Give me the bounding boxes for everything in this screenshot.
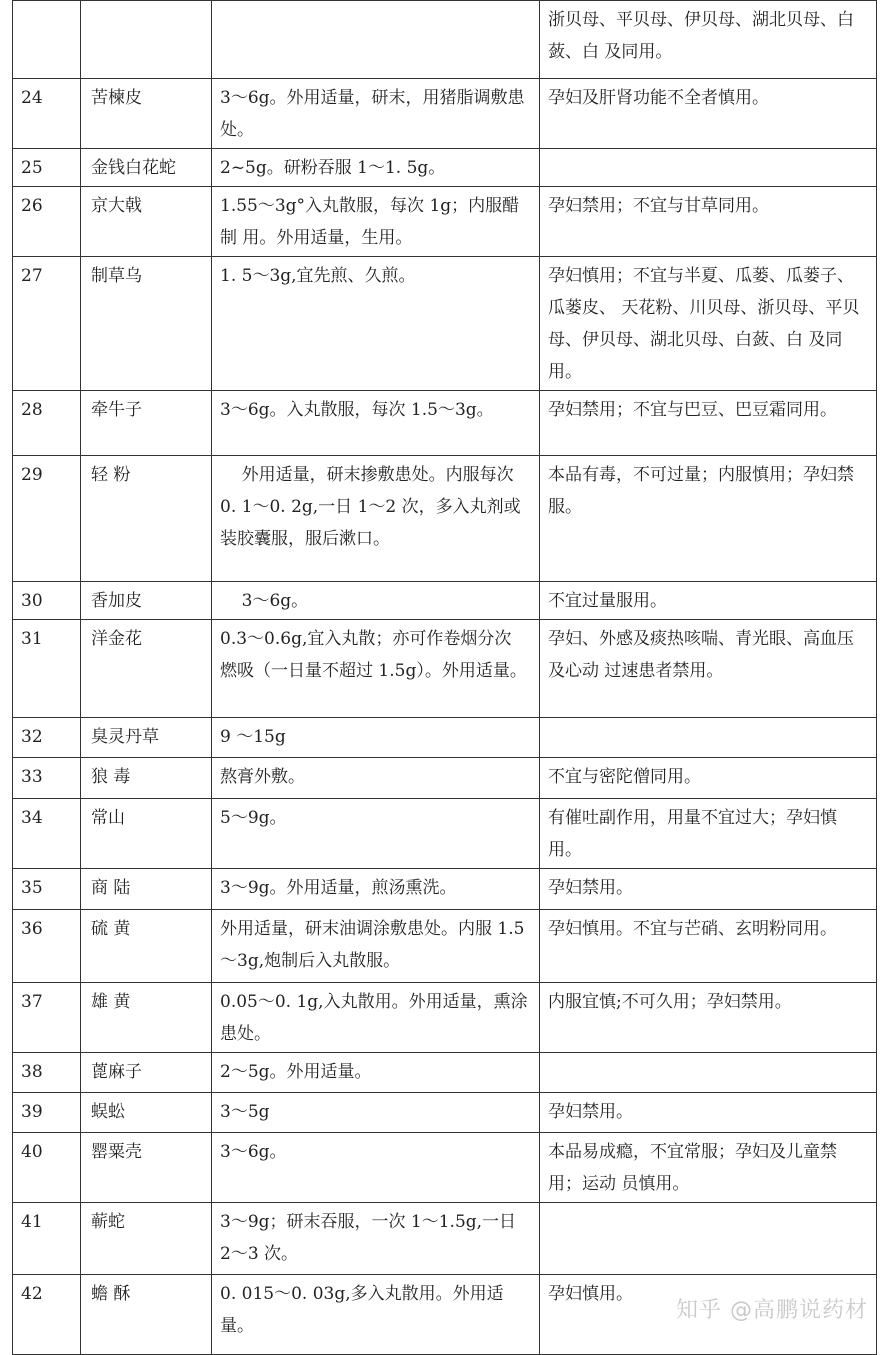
dosage-cell: 0. 015～0. 03g,多入丸散用。外用适量。 [212, 1275, 540, 1355]
row-number: 24 [13, 79, 81, 149]
caution-cell: 不宜与密陀僧同用。 [540, 758, 877, 799]
table-row [13, 1, 877, 79]
dosage-cell: 3～6g。 [212, 1133, 540, 1203]
row-number: 26 [13, 187, 81, 257]
table-row [13, 149, 877, 187]
caution-cell: 孕妇禁用；不宜与巴豆、巴豆霜同用。 [540, 391, 877, 456]
row-number: 25 [13, 149, 81, 187]
row-number: 30 [13, 582, 81, 620]
watermark: 知乎 @高鹏说药材 [676, 1298, 868, 1323]
row-number: 31 [13, 620, 81, 718]
drug-name: 蕲蛇 [81, 1203, 212, 1275]
caution-cell: 本品有毒，不可过量；内服慎用；孕妇禁服。 [540, 456, 877, 582]
row-number: 38 [13, 1053, 81, 1093]
dosage-cell: 3～6g。入丸散服，每次 1.5～3g。 [212, 391, 540, 456]
row-number [13, 1, 81, 79]
dosage-cell: 1. 5～3g,宜先煎、久煎。 [212, 257, 540, 391]
row-number: 32 [13, 718, 81, 758]
drug-name: 常山 [81, 799, 212, 869]
drug-name: 轻 粉 [81, 456, 212, 582]
caution-cell: 孕妇慎用；不宜与半夏、瓜蒌、瓜蒌子、瓜蒌皮、 天花粉、川贝母、浙贝母、平贝母、伊贝母、湖北贝母、白蔹、白 及同用。 [540, 257, 877, 391]
caution-cell: 孕妇禁用；不宜与甘草同用。 [540, 187, 877, 257]
table-row [13, 582, 877, 620]
dosage-cell [212, 1, 540, 79]
table-row [13, 257, 877, 391]
row-number: 35 [13, 869, 81, 910]
dosage-cell: 外用适量，研末掺敷患处。内服每次 0. 1～0. 2g,一日 1～2 次，多入丸剂或装胶囊服，服后漱口。 [212, 456, 540, 582]
caution-cell: 孕妇及肝肾功能不全者慎用。 [540, 79, 877, 149]
drug-dosage-table [12, 0, 877, 1355]
drug-name: 蟾 酥 [81, 1275, 212, 1355]
row-number: 33 [13, 758, 81, 799]
row-number: 39 [13, 1093, 81, 1133]
caution-cell [540, 718, 877, 758]
row-number: 36 [13, 910, 81, 983]
dosage-cell: 3～9g。外用适量，煎汤熏洗。 [212, 869, 540, 910]
caution-cell: 孕妇慎用。 [540, 1275, 877, 1355]
dosage-cell: 3～6g。 [212, 582, 540, 620]
table-row [13, 1093, 877, 1133]
dosage-cell: 0.3～0.6g,宜入丸散；亦可作卷烟分次 燃吸（一日量不超过 1.5g）。外用适量。 [212, 620, 540, 718]
table-row [13, 799, 877, 869]
drug-name: 金钱白花蛇 [81, 149, 212, 187]
table-row [13, 620, 877, 718]
table-row [13, 456, 877, 582]
dosage-cell: 1.55～3g°入丸散服，每次 1g；内服醋制 用。外用适量，生用。 [212, 187, 540, 257]
table-row [13, 391, 877, 456]
row-number: 27 [13, 257, 81, 391]
table-row [13, 79, 877, 149]
caution-cell: 孕妇慎用。不宜与芒硝、玄明粉同用。 [540, 910, 877, 983]
drug-name: 硫 黄 [81, 910, 212, 983]
row-number: 37 [13, 983, 81, 1053]
dosage-cell: 2~5g。研粉吞服 1～1. 5g。 [212, 149, 540, 187]
caution-cell: 孕妇、外感及痰热咳喘、青光眼、高血压及心动 过速患者禁用。 [540, 620, 877, 718]
caution-cell: 孕妇禁用。 [540, 1093, 877, 1133]
dosage-cell: 9 ～15g [212, 718, 540, 758]
row-number: 42 [13, 1275, 81, 1355]
drug-name: 洋金花 [81, 620, 212, 718]
drug-name: 蜈蚣 [81, 1093, 212, 1133]
drug-name: 狼 毒 [81, 758, 212, 799]
dosage-cell: 熬膏外敷。 [212, 758, 540, 799]
table-row [13, 983, 877, 1053]
drug-name [81, 1, 212, 79]
table-row [13, 187, 877, 257]
drug-name: 臭灵丹草 [81, 718, 212, 758]
dosage-cell: 0.05～0. 1g,入丸散用。外用适量，熏涂 患处。 [212, 983, 540, 1053]
table-row [13, 1203, 877, 1275]
drug-name: 蓖麻子 [81, 1053, 212, 1093]
caution-cell [540, 1203, 877, 1275]
caution-cell: 内服宜慎;不可久用；孕妇禁用。 [540, 983, 877, 1053]
drug-name: 雄 黄 [81, 983, 212, 1053]
row-number: 40 [13, 1133, 81, 1203]
row-number: 41 [13, 1203, 81, 1275]
caution-cell: 浙贝母、平贝母、伊贝母、湖北贝母、白蔹、白 及同用。 [540, 1, 877, 79]
dosage-cell: 外用适量，研末油调涂敷患处。内服 1.5～3g,炮制后入丸散服。 [212, 910, 540, 983]
row-number: 34 [13, 799, 81, 869]
dosage-cell: 2～5g。外用适量。 [212, 1053, 540, 1093]
table-row [13, 869, 877, 910]
table-row [13, 1133, 877, 1203]
row-number: 28 [13, 391, 81, 456]
caution-cell: 孕妇禁用。 [540, 869, 877, 910]
caution-cell: 有催吐副作用，用量不宜过大；孕妇慎用。 [540, 799, 877, 869]
caution-cell: 不宜过量服用。 [540, 582, 877, 620]
dosage-cell: 3～5g [212, 1093, 540, 1133]
drug-name: 制草乌 [81, 257, 212, 391]
table-row [13, 1053, 877, 1093]
drug-name: 牵牛子 [81, 391, 212, 456]
drug-name: 罂粟壳 [81, 1133, 212, 1203]
dosage-cell: 5～9g。 [212, 799, 540, 869]
caution-cell [540, 1053, 877, 1093]
table-row [13, 718, 877, 758]
dosage-cell: 3～9g；研末吞服，一次 1～1.5g,一日 2～3 次。 [212, 1203, 540, 1275]
table-body [13, 1, 877, 1355]
dosage-cell: 3～6g。外用适量，研末，用猪脂调敷患处。 [212, 79, 540, 149]
drug-name: 商 陆 [81, 869, 212, 910]
drug-name: 香加皮 [81, 582, 212, 620]
table-row [13, 758, 877, 799]
drug-name: 京大戟 [81, 187, 212, 257]
caution-cell [540, 149, 877, 187]
drug-name: 苦楝皮 [81, 79, 212, 149]
caution-cell: 本品易成瘾，不宜常服；孕妇及儿童禁用；运动 员慎用。 [540, 1133, 877, 1203]
row-number: 29 [13, 456, 81, 582]
table-row [13, 910, 877, 983]
